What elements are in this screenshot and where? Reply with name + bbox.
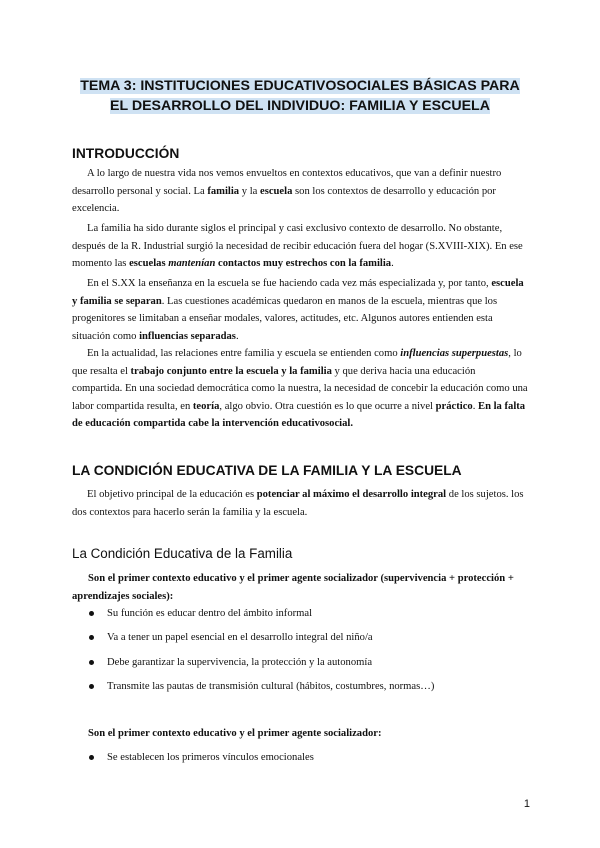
- heading-introduccion: INTRODUCCIÓN: [72, 146, 180, 161]
- bullet-icon: [89, 660, 94, 665]
- bullet-icon: [89, 755, 94, 760]
- page-number: 1: [523, 798, 530, 810]
- title-line-1: TEMA 3: INSTITUCIONES EDUCATIVOSOCIALES BÁSICAS PARA: [80, 78, 520, 94]
- paragraph-intro-1: A lo largo de nuestra vida nos vemos envueltos en contextos educativos, que van a definir nuestro desarrollo personal y social. La familia y la escuela son los contextos de desarrollo y educación por excelencia.: [72, 168, 502, 214]
- list-item: Debe garantizar la supervivencia, la protección y la autonomía: [72, 654, 528, 678]
- bullet-icon: [89, 684, 94, 689]
- document-title: [72, 76, 528, 116]
- bullet-icon: [89, 611, 94, 616]
- list-item: Va a tener un papel esencial en el desarrollo integral del niño/a: [72, 629, 528, 653]
- lead-primer-contexto-1: Son el primer contexto educativo y el primer agente socializador (supervivencia + protección + aprendizajes sociales):: [72, 573, 514, 602]
- title-line-2: EL DESARROLLO DEL INDIVIDUO: FAMILIA Y ESCUELA: [110, 98, 490, 114]
- heading-condicion-familia: La Condición Educativa de la Familia: [72, 546, 293, 561]
- bullet-icon: [89, 635, 94, 640]
- heading-condicion-educativa: LA CONDICIÓN EDUCATIVA DE LA FAMILIA Y LA ESCUELA: [72, 463, 462, 478]
- paragraph-intro-3: En el S.XX la enseñanza en la escuela se fue haciendo cada vez más especializada y, por tanto, escuela y familia se separan. Las cuestiones académicas quedaron en manos de la escuela, mientras que los progenitores se limitaban a enseñar modales, valores, actitudes, etc. Algunos autores entienden esta situación como influencias separadas.: [72, 278, 524, 342]
- lead-primer-contexto-2: Son el primer contexto educativo y el primer agente socializador:: [88, 728, 382, 739]
- bullet-list-familia-2: [72, 749, 528, 773]
- bullet-list-familia-1: [72, 605, 528, 703]
- list-item: Su función es educar dentro del ámbito informal: [72, 605, 528, 629]
- list-item: Se establecen los primeros vínculos emocionales: [72, 749, 528, 773]
- paragraph-condicion-1: El objetivo principal de la educación es potenciar al máximo el desarrollo integral de los sujetos. los dos contextos para hacerlo serán la familia y la escuela.: [72, 489, 524, 518]
- paragraph-intro-4: En la actualidad, las relaciones entre familia y escuela se entienden como influencias superpuestas, lo que resalta el trabajo conjunto entre la escuela y la familia y que deriva hacia una educación compartida. En una sociedad democrática como la nuestra, la necesidad de concebir la educación como una labor compartida resulta, en teoría, algo obvio. Otra cuestión es lo que ocurre a nivel práctico. En la falta de educación compartida cabe la intervención educativosocial.: [72, 348, 528, 429]
- list-item: Transmite las pautas de transmisión cultural (hábitos, costumbres, normas…): [72, 678, 528, 702]
- paragraph-intro-2: La familia ha sido durante siglos el principal y casi exclusivo contexto de desarrollo. No obstante, después de la R. Industrial surgió la necesidad de recibir educación fuera del hogar (S.XVIII-XIX). En ese momento las escuelas mantenían contactos muy estrechos con la familia.: [72, 223, 523, 269]
